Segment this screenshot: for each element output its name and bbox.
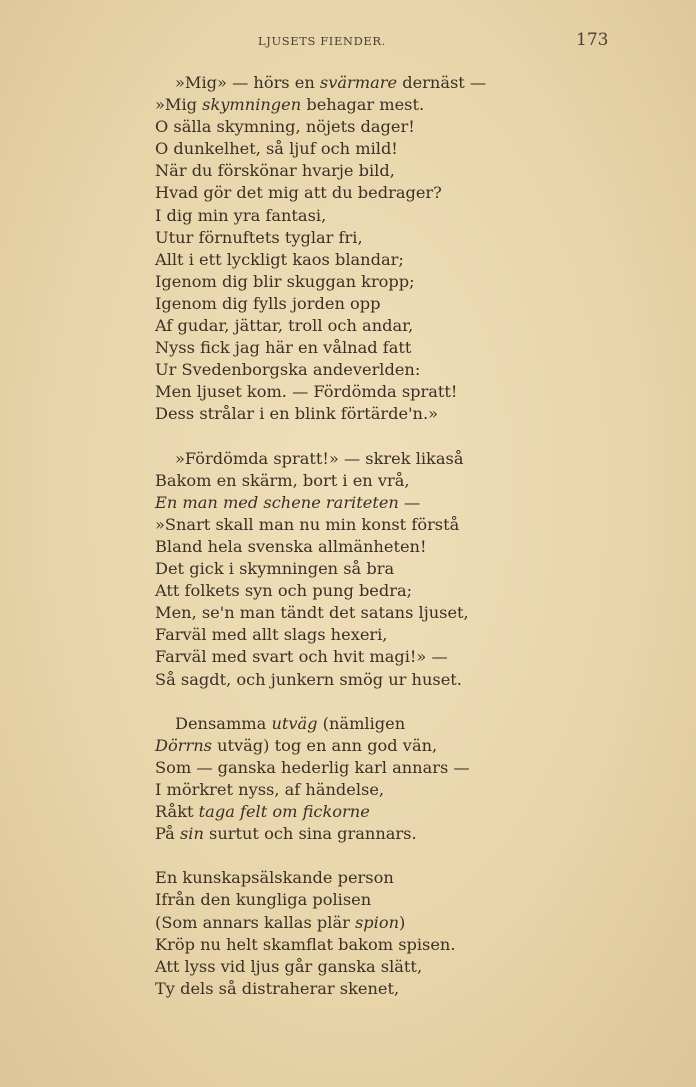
text: Det gick i skymningen så bra — [155, 559, 395, 579]
verse-line — [155, 912, 555, 934]
verse-line — [155, 448, 555, 470]
text: Ty dels så distraherar skenet, — [155, 978, 400, 998]
verse-line — [155, 867, 555, 889]
text: Bland hela svenska allmänheten! — [155, 536, 427, 556]
verse-line — [155, 624, 555, 646]
text: Dess strålar i en blink förtärde'n.» — [155, 404, 439, 424]
text: Som — ganska hederlig karl annars — — [155, 757, 470, 777]
stanza — [155, 713, 555, 846]
verse-line — [155, 403, 555, 425]
text: När du förskönar hvarje bild, — [155, 161, 395, 181]
text: Ifrån den kungliga polisen — [155, 890, 372, 910]
stanza — [155, 867, 555, 1000]
verse-line — [155, 182, 555, 204]
text: Densamma — [175, 713, 272, 733]
text: Ur Svedenborgska andeverlden: — [155, 360, 421, 380]
verse-line — [155, 978, 555, 1000]
text: Så sagdt, och junkern smög ur huset. — [155, 669, 462, 689]
text: (Som annars kallas plär — [155, 912, 355, 932]
verse-line — [155, 713, 555, 735]
text: »Mig — [155, 95, 203, 115]
verse-line — [155, 558, 555, 580]
text: — — [398, 492, 421, 512]
verse-line — [155, 293, 555, 315]
text: surtut och sina grannars. — [203, 824, 417, 844]
verse-line — [155, 801, 555, 823]
text: Men ljuset kom. — Fördömda spratt! — [155, 382, 458, 402]
text: (nämligen — [317, 713, 406, 733]
verse-line — [155, 116, 555, 138]
verse-line — [155, 359, 555, 381]
verse-line — [155, 271, 555, 293]
italic-text: sin — [179, 824, 204, 844]
text: ) — [399, 912, 406, 932]
verse-line — [155, 735, 555, 757]
text: I dig min yra fantasi, — [155, 205, 327, 225]
text: Utur förnuftets tyglar fri, — [155, 227, 363, 247]
verse-line — [155, 94, 555, 116]
text: En kunskapsälskande person — [155, 868, 394, 888]
italic-text: svärmare — [319, 73, 398, 92]
italic-text: utväg — [271, 713, 318, 733]
verse-line — [155, 315, 555, 337]
stanza — [155, 448, 555, 691]
text: Af gudar, jättar, troll och andar, — [155, 316, 414, 336]
italic-text: spion — [354, 912, 400, 932]
page-header — [0, 32, 696, 52]
verse-line — [155, 381, 555, 403]
text: Att lyss vid ljus går ganska slätt, — [155, 956, 423, 976]
text: utväg) tog en ann god vän, — [211, 735, 438, 755]
text: Råkt — [155, 802, 199, 822]
text: Allt i ett lyckligt kaos blandar; — [155, 249, 404, 269]
verse-line — [155, 536, 555, 558]
verse-line — [155, 227, 555, 249]
text: Igenom dig blir skuggan kropp; — [155, 271, 415, 291]
text: O dunkelhet, så ljuf och mild! — [155, 139, 398, 159]
verse-line — [155, 72, 555, 94]
text: »Fördömda spratt!» — skrek likaså — [175, 448, 464, 468]
verse-line — [155, 337, 555, 359]
text: I mörkret nyss, af händelse, — [155, 780, 385, 799]
text: Farväl med allt slags hexeri, — [155, 625, 388, 645]
text: Men, se'n man tändt det satans ljuset, — [155, 603, 469, 623]
verse-line — [155, 602, 555, 624]
verse-line — [155, 934, 555, 956]
verse-line — [155, 823, 555, 845]
poem-body — [155, 72, 555, 1022]
italic-text: En man med schene rariteten — [155, 492, 399, 512]
text: Hvad gör det mig att du bedrager? — [155, 183, 442, 203]
text: »Mig» — hörs en — [175, 73, 320, 92]
italic-text: Dörrns — [155, 735, 212, 755]
verse-line — [155, 514, 555, 536]
text: På — [155, 824, 180, 844]
verse-line — [155, 470, 555, 492]
verse-line — [155, 757, 555, 779]
verse-line — [155, 492, 555, 514]
text: dernäst — — [397, 73, 487, 92]
verse-line — [155, 580, 555, 602]
verse-line — [155, 249, 555, 271]
text: Nyss fick jag här en vålnad fatt — [155, 338, 412, 358]
text: Igenom dig fylls jorden opp — [155, 293, 381, 313]
running-title: LJUSETS FIENDER. — [258, 34, 386, 48]
verse-line — [155, 138, 555, 160]
verse-line — [155, 205, 555, 227]
italic-text: skymningen — [202, 95, 302, 115]
verse-line — [155, 956, 555, 978]
verse-line — [155, 669, 555, 691]
text: »Snart skall man nu min konst förstå — [155, 514, 460, 534]
text: O sälla skymning, nöjets dager! — [155, 117, 415, 137]
verse-line — [155, 160, 555, 182]
page-number: 173 — [576, 30, 609, 50]
verse-line — [155, 889, 555, 911]
verse-line — [155, 779, 555, 801]
text: Farväl med svart och hvit magi!» — — [155, 647, 448, 667]
stanza — [155, 72, 555, 426]
text: Kröp nu helt skamflat bakom spisen. — [155, 934, 456, 954]
text: Bakom en skärm, bort i en vrå, — [155, 470, 410, 490]
italic-text: taga felt om fickorne — [198, 802, 370, 822]
text: Att folkets syn och pung bedra; — [155, 581, 413, 601]
text: behagar mest. — [301, 95, 425, 115]
verse-line — [155, 646, 555, 668]
